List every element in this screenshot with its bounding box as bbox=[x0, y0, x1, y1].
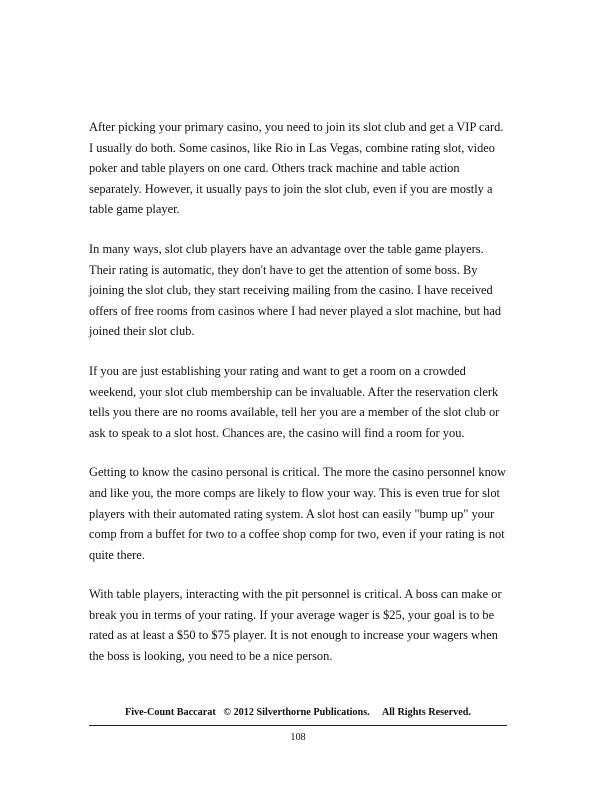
paragraph-casino-personnel: Getting to know the casino personal is critical. The more the casino personnel know and like you, the more comps are likely to flow your way. This is even true for slot players with their automated rating system. A slot host can easily "bump up" your comp from a buffet for two to a coffee shop comp for two, even if your rating is not quite there. bbox=[89, 465, 506, 562]
page-number: 108 bbox=[290, 732, 306, 743]
paragraph-slot-club: After picking your primary casino, you need to join its slot club and get a VIP card. I usually do both. Some casinos, like Rio in Las Vegas, combine rating slot, video poker and table players on one card. Others track machine and table action separately. However, it usually pays to join the slot club, even if you are mostly a table game player. bbox=[89, 120, 504, 217]
paragraph-slot-club-advantage: In many ways, slot club players have an advantage over the table game players. Their rating is automatic, they don't have to get the attention of some boss. By joining the slot club, they start receiving mailing from the casino. I have received offers of free rooms from casinos where I had never played a slot machine, but had joined their slot club. bbox=[89, 241, 502, 339]
paragraph-room-booking: If you are just establishing your rating and want to get a room on a crowded weekend, your slot club membership can be invaluable. After the reservation clerk tells you there are no rooms available, tell her you are a member of the slot club or ask to speak to a slot host. Chances are, the casino will find a room for you. bbox=[89, 363, 500, 440]
page-footer bbox=[89, 706, 507, 745]
footer-copyright: Five-Count Baccarat © 2012 Silverthorne Publications. All Rights Reserved. bbox=[124, 707, 472, 718]
paragraph-table-players: With table players, interacting with the pit personnel is critical. A boss can make or break you in terms of your rating. If your average wager is $25, your goal is to be rated as at least a $50 to $75 player. It is not enough to increase your wagers when the boss is looking, you need to be a nice person. bbox=[89, 587, 502, 664]
body-text bbox=[89, 117, 507, 686]
footer-divider bbox=[89, 725, 507, 726]
